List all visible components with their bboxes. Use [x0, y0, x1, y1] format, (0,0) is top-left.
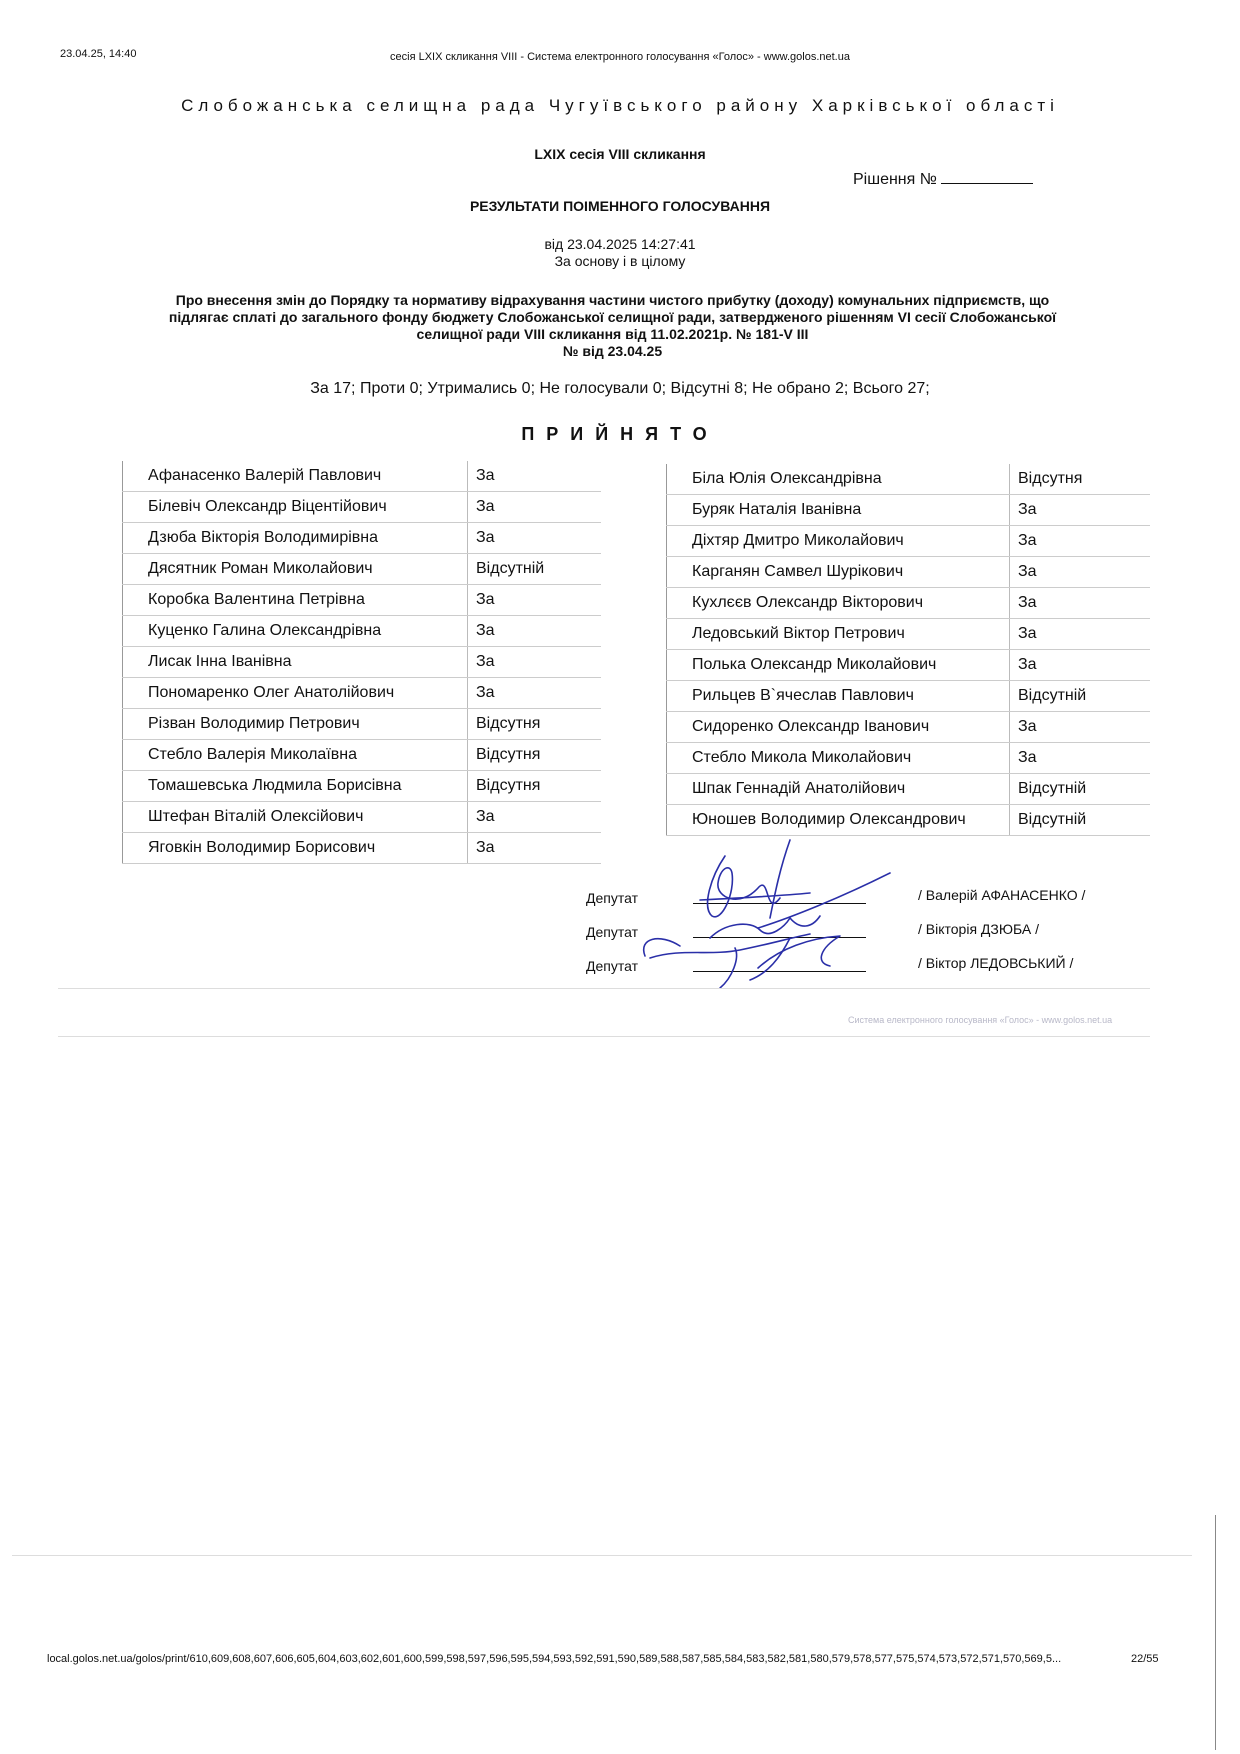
table-row — [667, 619, 1151, 650]
signatory-name: / Вікторія ДЗЮБА / — [918, 921, 1039, 937]
table-row — [123, 461, 602, 492]
table-row — [667, 743, 1151, 774]
table-row — [667, 712, 1151, 743]
vote-type: За основу і в цілому — [554, 253, 686, 269]
deputy-name: Дясятник Роман Миколайович — [123, 554, 468, 585]
table-row — [123, 709, 602, 740]
deputy-vote: За — [468, 492, 602, 523]
separator-line — [58, 1036, 1150, 1037]
deputy-name: Юношев Володимир Олександрович — [667, 805, 1010, 836]
table-row — [123, 833, 602, 864]
deputy-vote: За — [468, 678, 602, 709]
table-row — [123, 802, 602, 833]
deputy-name: Карганян Самвел Шурікович — [667, 557, 1010, 588]
votes-table-left — [122, 461, 601, 864]
decision-label: Рішення № — [853, 171, 937, 188]
deputy-vote: Відсутній — [1010, 681, 1151, 712]
deputy-vote: Відсутня — [468, 709, 602, 740]
deputy-name: Лисак Інна Іванівна — [123, 647, 468, 678]
deputy-name: Афанасенко Валерій Павлович — [123, 461, 468, 492]
deputy-vote: За — [1010, 619, 1151, 650]
deputy-vote: За — [468, 802, 602, 833]
deputy-name: Діхтяр Дмитро Миколайович — [667, 526, 1010, 557]
signatory-label: Депутат — [586, 924, 638, 940]
results-title: РЕЗУЛЬТАТИ ПОІМЕННОГО ГОЛОСУВАННЯ — [469, 198, 771, 214]
deputy-vote: За — [468, 616, 602, 647]
deputy-name: Кухлєєв Олександр Вікторович — [667, 588, 1010, 619]
deputy-vote: Відсутній — [468, 554, 602, 585]
table-row — [667, 495, 1151, 526]
deputy-name: Коробка Валентина Петрівна — [123, 585, 468, 616]
signatory-label: Депутат — [586, 890, 638, 906]
deputy-name: Буряк Наталія Іванівна — [667, 495, 1010, 526]
subject-line-1: Про внесення змін до Порядку та нормативу відрахування частини чистого прибутку (доходу) комунальних підприємств, що — [175, 292, 1050, 308]
table-row — [667, 464, 1151, 495]
table-row — [667, 774, 1151, 805]
print-datetime: 23.04.25, 14:40 — [60, 48, 137, 60]
subject-line-4: № від 23.04.25 — [562, 343, 663, 359]
subject-line-2: підлягає сплаті до загального фонду бюджету Слобожанської селищної ради, затвердженого рішенням VI сесії Слобожанської — [168, 309, 1057, 325]
print-title: сесія LXIX скликання VIII - Система електронного голосування «Голос» - www.golos.net.ua — [390, 51, 850, 63]
table-row — [123, 678, 602, 709]
deputy-name: Біла Юлія Олександрівна — [667, 464, 1010, 495]
deputy-name: Шпак Геннадій Анатолійович — [667, 774, 1010, 805]
deputy-vote: За — [1010, 650, 1151, 681]
deputy-vote: За — [1010, 526, 1151, 557]
table-row — [123, 585, 602, 616]
deputy-vote: Відсутня — [468, 771, 602, 802]
deputy-name: Ледовський Віктор Петрович — [667, 619, 1010, 650]
table-row — [123, 740, 602, 771]
deputy-name: Різван Володимир Петрович — [123, 709, 468, 740]
decision-blank-line — [941, 169, 1033, 184]
deputy-name: Полька Олександр Миколайович — [667, 650, 1010, 681]
handwritten-signatures-image — [640, 838, 910, 993]
decision-subject — [120, 292, 1105, 360]
deputy-name: Рильцев В`ячеслав Павлович — [667, 681, 1010, 712]
deputy-vote: За — [468, 647, 602, 678]
deputy-name: Томашевська Людмила Борисівна — [123, 771, 468, 802]
deputy-vote: За — [468, 585, 602, 616]
deputy-vote: За — [468, 833, 602, 864]
deputy-vote: Відсутній — [1010, 805, 1151, 836]
signatory-label: Депутат — [586, 958, 638, 974]
deputy-name: Дзюба Вікторія Володимирівна — [123, 523, 468, 554]
deputy-vote: Відсутня — [468, 740, 602, 771]
table-row — [667, 681, 1151, 712]
deputy-name: Пономаренко Олег Анатолійович — [123, 678, 468, 709]
deputy-name: Сидоренко Олександр Іванович — [667, 712, 1010, 743]
separator-line — [58, 988, 1150, 989]
separator-line — [12, 1555, 1192, 1556]
signatory-name: / Віктор ЛЕДОВСЬКИЙ / — [918, 955, 1074, 971]
print-url: local.golos.net.ua/golos/print/610,609,608,607,606,605,604,603,602,601,600,599,598,597,596,595,594,593,592,591,590,589,588,587,585,584,583,582,581,580,579,578,577,575,574,573,572,571,570,569,5... — [47, 1653, 1062, 1665]
page-number: 22/55 — [1131, 1653, 1159, 1665]
system-footer: Система електронного голосування «Голос» - www.golos.net.ua — [848, 1015, 1113, 1025]
session-title: LXIX сесія VIII скликання — [534, 146, 706, 162]
subject-line-3: селищної ради VIII скликання від 11.02.2021р. № 181-V ІІІ — [416, 326, 809, 342]
vote-info — [0, 236, 1240, 270]
deputy-name: Яговкін Володимир Борисович — [123, 833, 468, 864]
table-row — [123, 492, 602, 523]
table-row — [123, 554, 602, 585]
vote-datetime: від 23.04.2025 14:27:41 — [544, 236, 696, 252]
votes-table-right — [666, 464, 1150, 836]
vote-outcome: ПРИЙНЯТО — [521, 424, 719, 444]
council-name: Слобожанська селищна рада Чугуївського району Харківської області — [181, 96, 1059, 115]
deputy-vote: Відсутній — [1010, 774, 1151, 805]
table-row — [667, 588, 1151, 619]
table-row — [123, 647, 602, 678]
deputy-name: Куценко Галина Олександрівна — [123, 616, 468, 647]
deputy-vote: За — [1010, 557, 1151, 588]
vote-tally: За 17; Проти 0; Утримались 0; Не голосували 0; Відсутні 8; Не обрано 2; Всього 27; — [310, 380, 930, 397]
table-row — [123, 523, 602, 554]
deputy-vote: За — [1010, 588, 1151, 619]
deputy-vote: За — [468, 523, 602, 554]
table-row — [123, 616, 602, 647]
deputy-vote: За — [468, 461, 602, 492]
deputy-name: Стебло Валерія Миколаївна — [123, 740, 468, 771]
table-row — [667, 650, 1151, 681]
table-row — [667, 557, 1151, 588]
signatory-name: / Валерій АФАНАСЕНКО / — [918, 887, 1086, 903]
decision-number — [853, 169, 1033, 189]
scan-edge-line — [1215, 1515, 1216, 1750]
table-row — [667, 805, 1151, 836]
deputy-vote: За — [1010, 495, 1151, 526]
deputy-name: Штефан Віталій Олексійович — [123, 802, 468, 833]
table-row — [123, 771, 602, 802]
deputy-vote: За — [1010, 743, 1151, 774]
deputy-vote: Відсутня — [1010, 464, 1151, 495]
table-row — [667, 526, 1151, 557]
deputy-name: Білевіч Олександр Віцентійович — [123, 492, 468, 523]
deputy-name: Стебло Микола Миколайович — [667, 743, 1010, 774]
deputy-vote: За — [1010, 712, 1151, 743]
